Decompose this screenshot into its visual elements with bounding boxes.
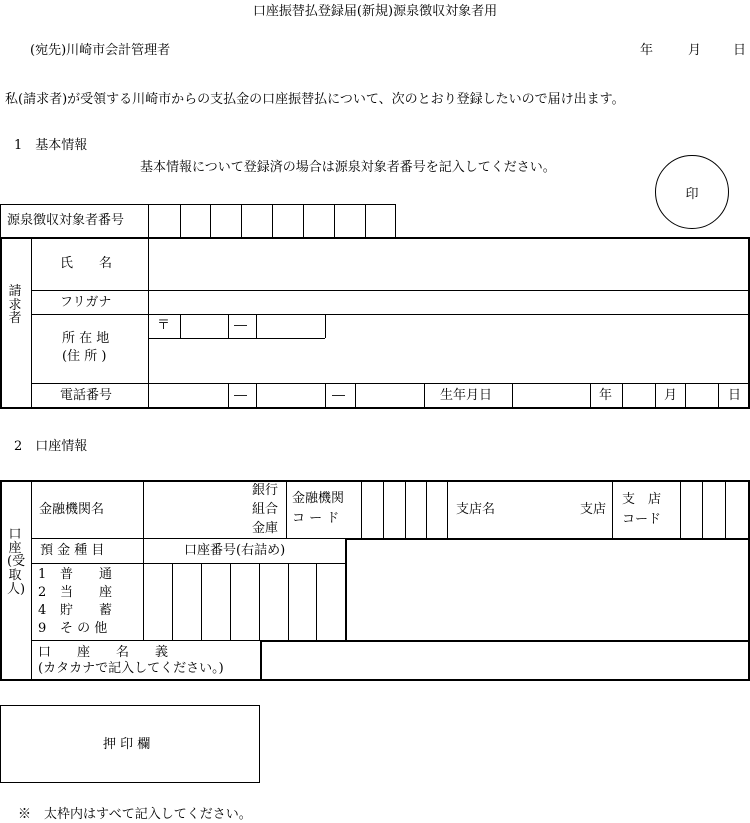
phone-dash-2: ― (332, 388, 345, 403)
deposit-type-label: 預 金 種 目 (40, 543, 105, 558)
branch-code-label: 支 店 (622, 492, 662, 507)
phone-input-1[interactable] (149, 384, 227, 407)
addressee: (宛先)川崎市会計管理者 (30, 43, 171, 58)
holder-label: 口 座 名 義 (38, 645, 169, 660)
deposit-type-name: 普 通 (60, 567, 113, 582)
furigana-label: フリガナ (60, 295, 112, 310)
institution-code-label: 金融機関 (292, 491, 345, 506)
branch-suffix: 支店 (580, 502, 607, 517)
deposit-type-name: そ の 他 (60, 621, 108, 636)
deposit-type-num: 9 (38, 621, 47, 636)
branch-code-label-sub: コード (622, 512, 662, 527)
taxpayer-no-label: 源泉徴収対象者番号 (7, 213, 125, 228)
phone-input-3[interactable] (356, 384, 423, 407)
address-label-sub: (住 所 ) (62, 349, 107, 364)
institution-name-input[interactable] (144, 482, 248, 537)
name-input[interactable] (149, 239, 749, 290)
birth-day-label: 日 (728, 388, 742, 403)
postal-code-input-2[interactable] (257, 315, 324, 337)
date-day-label: 日 (733, 43, 747, 58)
postal-mark: 〒 (157, 318, 171, 333)
birth-month-label: 月 (664, 388, 678, 403)
institution-label: 金融機関名 (39, 502, 105, 517)
deposit-type-num: 1 (38, 567, 47, 582)
furigana-input[interactable] (149, 291, 749, 314)
phone-label: 電話番号 (60, 388, 113, 403)
stamp-box-label: 押 印 欄 (103, 737, 151, 752)
deposit-type-name: 当 座 (60, 585, 113, 600)
birth-label: 生年月日 (440, 388, 493, 403)
address-label: 所 在 地 (62, 331, 110, 346)
deposit-type-num: 4 (38, 603, 47, 618)
branch-name-input[interactable] (512, 482, 576, 537)
claimant-label: 請求者 (8, 284, 22, 327)
birth-era-input[interactable] (513, 384, 589, 407)
date-year-label: 年 (640, 43, 654, 58)
deposit-type-num: 2 (38, 585, 47, 600)
name-label: 氏 名 (60, 256, 113, 271)
holder-label-sub: (カタカナで記入してください。) (38, 661, 224, 676)
birth-year-label: 年 (599, 388, 613, 403)
deposit-type-name: 貯 蓄 (60, 603, 113, 618)
postal-code-input-1[interactable] (181, 315, 227, 337)
seal-label: 印 (685, 186, 699, 202)
date-month-label: 月 (688, 43, 702, 58)
branch-code-input[interactable] (681, 482, 747, 537)
footer-note: ※ 太枠内はすべて記入してください。 (18, 807, 252, 822)
taxpayer-no-input[interactable] (149, 205, 395, 237)
section1-heading: 1 基本情報 (14, 138, 88, 153)
account-no-label: 口座番号(右詰め) (184, 543, 286, 558)
account-number-input[interactable] (144, 564, 344, 639)
branch-name-label: 支店名 (456, 502, 496, 517)
phone-dash-1: ― (234, 388, 247, 403)
bank-type-bank: 銀行 (252, 483, 279, 498)
seal-circle (655, 155, 729, 229)
account-holder-input[interactable] (262, 642, 747, 678)
form-title: 口座振替払登録届(新規)源泉徴収対象者用 (252, 4, 498, 19)
phone-input-2[interactable] (257, 384, 324, 407)
institution-code-input[interactable] (362, 482, 446, 537)
postal-dash: ― (234, 318, 247, 333)
bank-type-credit: 金庫 (252, 521, 279, 536)
section1-note: 基本情報について登録済の場合は源泉対象者番号を記入してください。 (140, 160, 556, 175)
bank-type-union: 組合 (252, 502, 279, 517)
section2-heading: 2 口座情報 (14, 439, 88, 454)
statement: 私(請求者)が受領する川崎市からの支払金の口座振替払について、次のとおり登録したいので届け出ます。 (5, 92, 625, 107)
account-label: 口座(受取人) (7, 527, 26, 597)
address-input[interactable] (149, 340, 749, 383)
institution-code-label-sub: コ ー ド (292, 511, 340, 526)
